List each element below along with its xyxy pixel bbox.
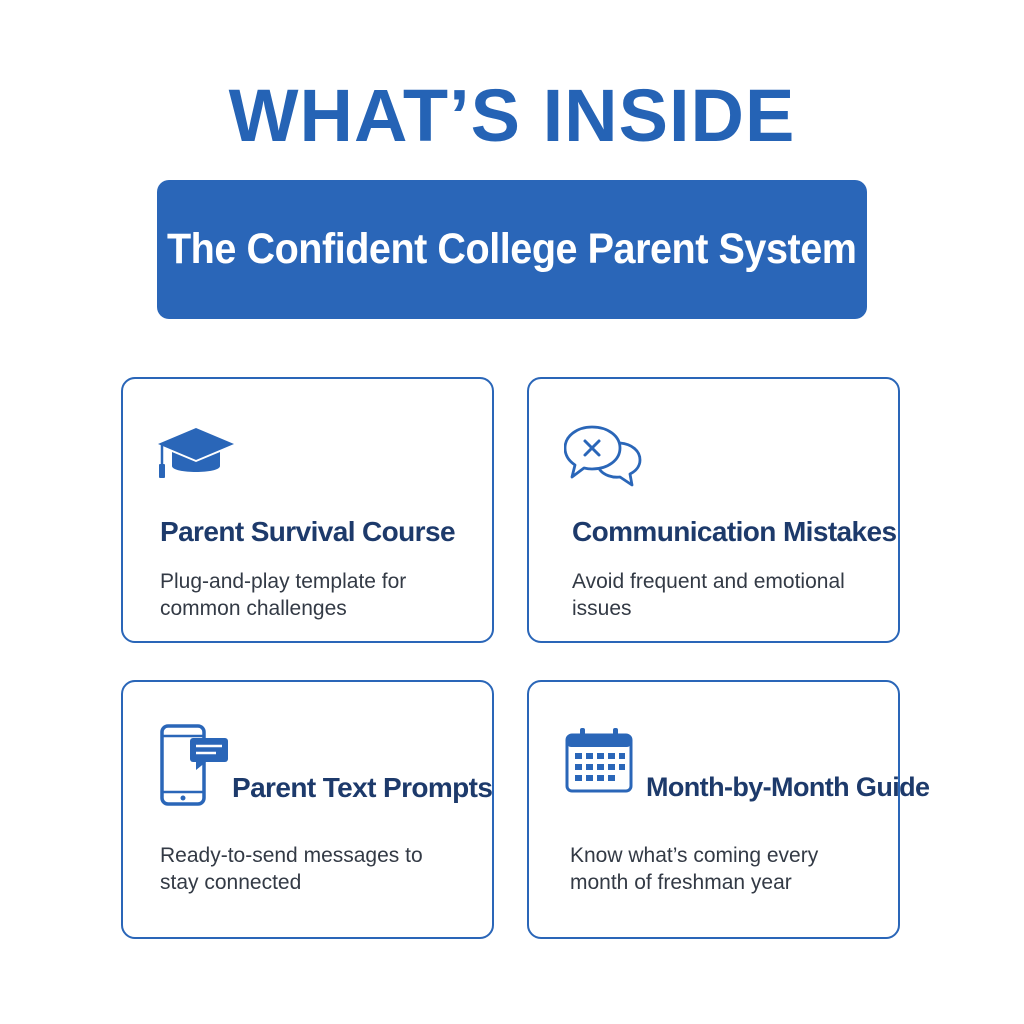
page-heading: WHAT’S INSIDE [228, 74, 796, 157]
phone-message-icon [160, 722, 232, 813]
card-parent-text-prompts [121, 680, 494, 939]
chat-bubbles-x-icon [564, 425, 644, 496]
banner-title: The Confident College Parent System [167, 225, 857, 273]
card-description: Ready-to-send messages to stay connected [160, 844, 423, 894]
card-description: Avoid frequent and emotional issues [572, 570, 845, 620]
card-description: Know what’s coming every month of freshman year [570, 844, 819, 894]
graduation-cap-icon [156, 426, 236, 487]
card-title: Parent Survival Course [160, 516, 455, 547]
card-title: Month-by-Month Guide [646, 772, 930, 802]
card-parent-survival-course [121, 377, 494, 643]
card-title: Communication Mistakes [572, 516, 897, 547]
card-communication-mistakes [527, 377, 900, 643]
system-banner [157, 180, 867, 319]
card-title: Parent Text Prompts [232, 772, 493, 803]
card-description: Plug-and-play template for common challenges [160, 570, 407, 620]
card-month-by-month-guide [527, 680, 930, 939]
calendar-icon [564, 727, 634, 798]
